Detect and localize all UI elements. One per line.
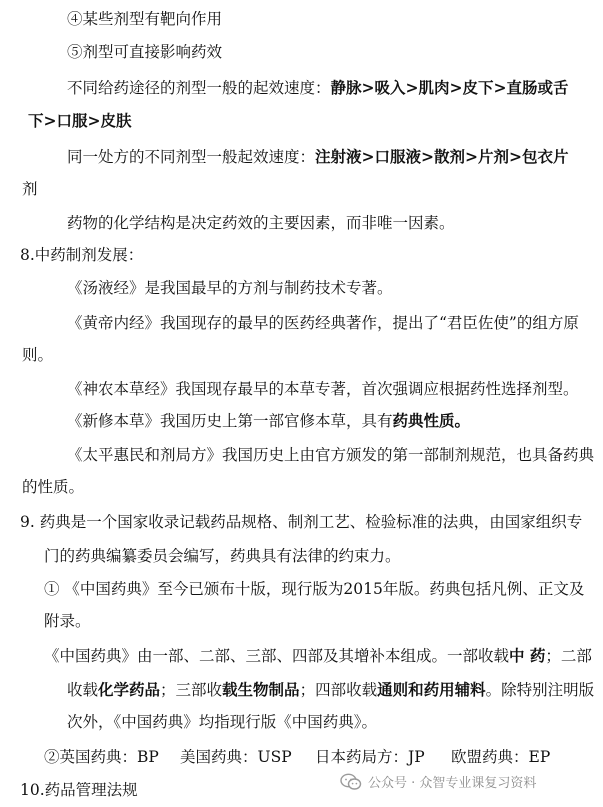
p2-text-a: 《中国药典》由一部、二部、三部、四部及其增补本组成。一部收载 <box>44 647 510 665</box>
speed-routes-prefix: 不同给药途径的剂型一般的起效速度： <box>67 79 331 97</box>
section-9-p1-line2: 附录。 <box>44 612 91 630</box>
p2-text-c: ；二部 <box>545 647 592 665</box>
speed-forms-order: 注射液>口服液>散剂>片剂>包衣片 <box>315 147 569 166</box>
p2-bold-chem: 化学药品 <box>98 680 161 699</box>
section-9-line1: 9. 药典是一个国家收录记载药品规格、制剂工艺、检验标准的法典，由国家组织专 <box>20 513 583 531</box>
structure-note: 药物的化学结构是决定药效的主要因素，而非唯一因素。 <box>67 214 455 232</box>
shennong-line: 《神农本草经》我国现存最早的本草专著，首次强调应根据药性选择剂型。 <box>67 380 579 398</box>
section-9-p1-line1: ① 《中国药典》至今已颁布十版，现行版为2015年版。药典包括凡例、正文及 <box>44 580 585 598</box>
watermark <box>340 772 536 791</box>
wechat-icon <box>340 773 362 791</box>
section-10-heading: 10.药品管理法规 <box>20 781 138 799</box>
section-9-p2-line2 <box>67 679 594 701</box>
taiping-line1: 《太平惠民和剂局方》我国历史上由官方颁发的第一部制剂规范，也具备药典 <box>67 446 595 464</box>
p2-text-d: 收载 <box>67 681 99 699</box>
item-4: ④某些剂型有靶向作用 <box>67 10 223 28</box>
p2-text-h: ；四部收载 <box>299 681 378 699</box>
pharmacopoeia-line <box>44 746 550 768</box>
speed-routes-order: 静脉>吸入>肌肉>皮下>直肠或舌 <box>330 78 569 97</box>
xinxiu-prefix: 《新修本草》我国历史上第一部官修本草，具有 <box>67 412 393 430</box>
speed-routes-line1 <box>67 77 568 99</box>
pharma-jp: 日本药局方：JP <box>315 748 425 766</box>
pharma-ep: 欧盟药典：EP <box>451 748 551 766</box>
p2-bold-bio: 载生物制品 <box>222 680 300 699</box>
huangdi-line1: 《黄帝内经》我国现存的最早的医药经典著作，提出了“君臣佐使”的组方原 <box>67 314 579 332</box>
taiping-line2: 的性质。 <box>22 478 85 496</box>
speed-forms-prefix: 同一处方的不同剂型一般起效速度： <box>67 148 316 166</box>
xinxiu-line <box>67 410 470 432</box>
item-5: ⑤剂型可直接影响药效 <box>67 43 223 61</box>
watermark-text: 公众号 · 众智专业课复习资料 <box>368 776 537 791</box>
p2-bold-general: 通则和药用辅料 <box>377 680 486 699</box>
section-9-line2: 门的药典编纂委员会编写，药典具有法律的约束力。 <box>44 547 401 565</box>
p2-bold-zhongyao: 中 药 <box>509 646 546 665</box>
p2-text-j: 。除特别注明版 <box>485 681 595 699</box>
speed-forms-line2: 剂 <box>22 180 38 198</box>
xinxiu-bold: 药典性质。 <box>392 411 471 430</box>
section-9-p2-line3: 次外，《中国药典》均指现行版《中国药典》。 <box>67 713 378 731</box>
speed-routes-line2: 下>口服>皮肤 <box>28 111 132 130</box>
pharma-bp: ②英国药典：BP <box>44 748 159 766</box>
huangdi-line2: 则。 <box>22 346 54 364</box>
tangye-line: 《汤液经》是我国最早的方剂与制药技术专著。 <box>67 279 393 297</box>
speed-forms-line1 <box>67 146 568 168</box>
section-8-heading: 8.中药制剂发展： <box>20 246 144 264</box>
p2-text-f: ；三部收 <box>160 681 223 699</box>
pharma-usp: 美国药典：USP <box>180 748 292 766</box>
section-9-p2-line1 <box>44 645 592 667</box>
